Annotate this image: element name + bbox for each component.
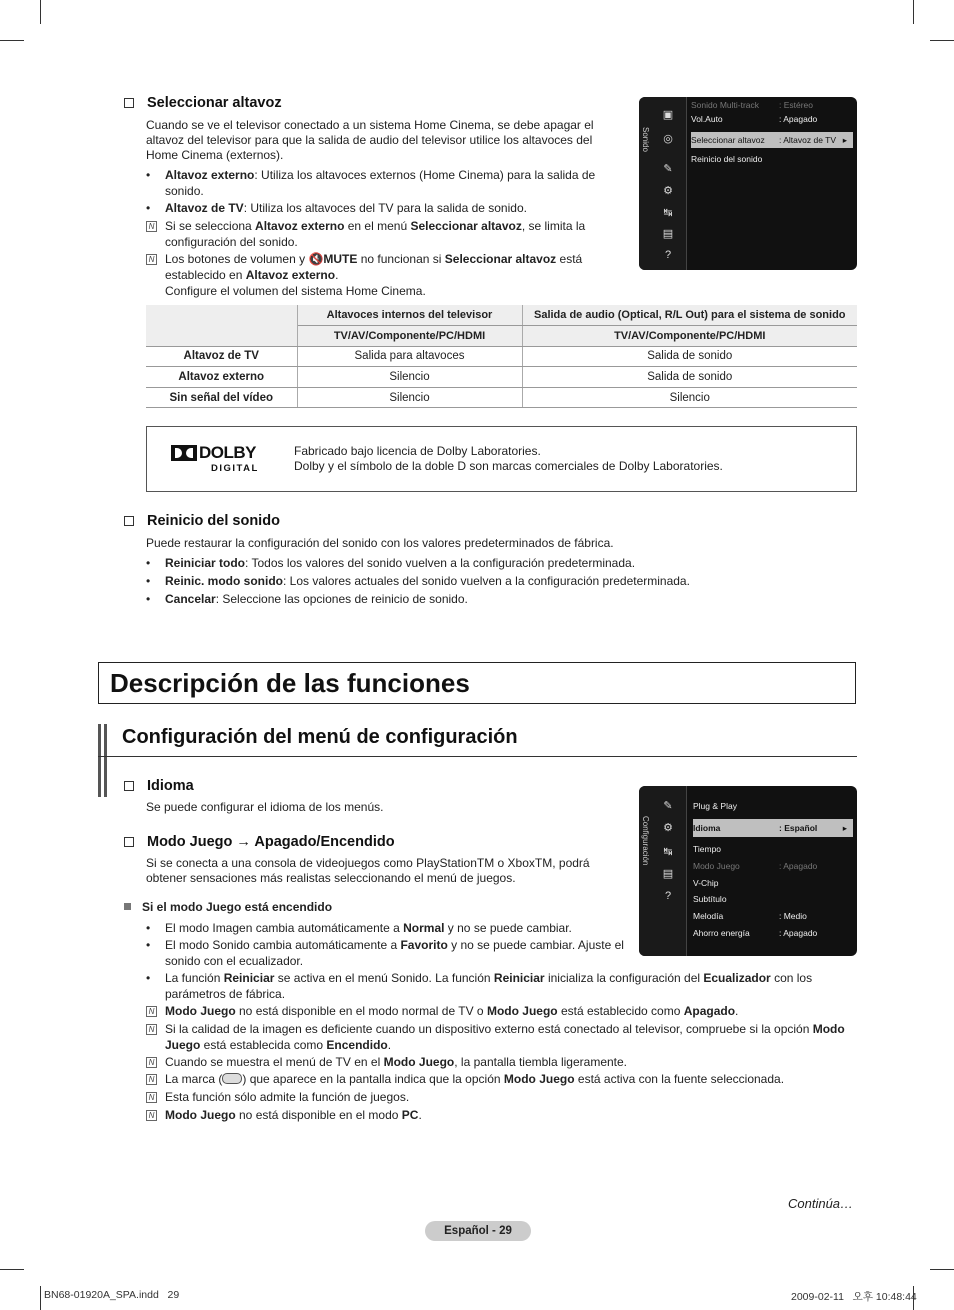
sound-icon: ◎ [663, 133, 673, 145]
bullet-term: Altavoz de TV [165, 201, 244, 215]
osd-row-label: Tiempo [693, 844, 722, 854]
table-row [146, 387, 857, 408]
note-bold: Altavoz externo [255, 219, 345, 233]
osd-title: Sonido [641, 127, 650, 152]
section-title: Seleccionar altavoz [147, 95, 282, 111]
note-icon: N [146, 221, 157, 232]
osd-sidebar [639, 97, 687, 270]
table-header: Salida de audio (Optical, R/L Out) para el sistema de sonido [522, 305, 857, 326]
osd-title: Configuración [641, 816, 650, 866]
note-text: Si la calidad de la imagen es deficiente cuando un dispositivo externo está conectado al televisor, compruebe si la opción [165, 1022, 813, 1036]
table-cell: Silencio [297, 367, 522, 388]
dolby-line1: Fabricado bajo licencia de Dolby Laboratories. [294, 444, 541, 458]
osd-sonido-menu [639, 97, 857, 270]
setup-icon: ⚙ [663, 185, 673, 197]
bullet-text: : Utiliza los altavoces externos (Home Cinema) para la salida de sonido. [165, 168, 596, 198]
bullet-cancelar [146, 591, 846, 607]
note-bold: MUTE [323, 252, 358, 266]
bullet-text: se activa en el menú Sonido. La función [274, 971, 494, 985]
note-bold: Modo Juego [165, 1004, 236, 1018]
osd-row-label: Plug & Play [693, 801, 737, 811]
note-bold: Modo Juego [165, 1022, 845, 1052]
osd-row-label: Melodía [693, 911, 724, 921]
checkbox-bullet-icon [124, 837, 134, 847]
note-bold: Seleccionar altavoz [444, 252, 557, 266]
footer-file: BN68-01920A_SPA.indd 29 [44, 1289, 180, 1301]
note-bold: Encendido [326, 1038, 388, 1052]
idioma-text: Se puede configurar el idioma de los menús. [146, 800, 384, 814]
note-bold: PC [401, 1108, 419, 1122]
input-icon: ↹ [663, 207, 673, 219]
table-row [146, 367, 857, 388]
bullet-reiniciar [146, 970, 858, 1002]
osd-row[interactable] [693, 875, 853, 891]
channel-icon: ✎ [663, 800, 673, 812]
note-text: . [387, 1038, 392, 1052]
bullet-modo-sonido [146, 937, 636, 969]
bullet-bold: Normal [403, 921, 445, 935]
support-icon: ? [664, 249, 672, 261]
footer-date: 2009-02-11 오후 10:48:44 [791, 1291, 917, 1303]
bullet-term: Reiniciar todo [165, 556, 246, 570]
bullet-text: : Todos los valores del sonido vuelven a la configuración predeterminada. [245, 556, 636, 570]
table-row-label: Altavoz externo [146, 367, 297, 388]
section-intro: Puede restaurar la configuración del sonido con los valores predeterminados de fábrica. [146, 536, 614, 550]
note-limit [146, 218, 608, 250]
note-text: no funcionan si [357, 252, 445, 266]
osd-configuracion-menu [639, 786, 857, 956]
bullet-text: La función [165, 971, 224, 985]
osd-row-label: Idioma [693, 823, 721, 833]
arrow-right-icon: ▸ [842, 823, 847, 833]
bullet-bold: Reiniciar [493, 971, 545, 985]
bullet-term: Cancelar [165, 592, 216, 606]
continua-label: Continúa… [788, 1196, 854, 1211]
picture-icon: ▣ [662, 109, 674, 121]
bullet-text: : Los valores actuales del sonido vuelven a la configuración predeterminada. [283, 574, 690, 588]
bullet-reiniciar-todo [146, 555, 846, 571]
table-cell: Silencio [522, 387, 857, 408]
table-header: Altavoces internos del televisor [297, 305, 522, 326]
subchapter-title: Configuración del menú de configuración [122, 726, 518, 748]
bullet-bold: Ecualizador [703, 971, 771, 985]
support-icon: ? [664, 890, 672, 902]
osd-row-value: : Estéreo [779, 100, 814, 110]
osd-row-label: Ahorro energía [693, 928, 750, 938]
note-volume [146, 251, 608, 299]
note-icon: N [146, 1110, 157, 1121]
dolby-box [146, 426, 857, 492]
subchapter-bar-1 [98, 724, 101, 797]
osd-row-label: V-Chip [693, 878, 719, 888]
note-text: ) que aparece en la pantalla indica que la opción [242, 1072, 504, 1086]
note-text: no está disponible en el modo [235, 1108, 402, 1122]
osd-row-label: Seleccionar altavoz [691, 135, 765, 145]
note-bold: Seleccionar altavoz [410, 219, 522, 233]
mute-icon: 🔇 [308, 252, 324, 266]
osd-row-label: Sonido Multi-track [691, 100, 760, 110]
setup-icon: ⚙ [663, 822, 673, 834]
bullet-term: Altavoz externo [165, 168, 255, 182]
bullet-text: El modo Sonido cambia automáticamente a [165, 938, 401, 952]
note-modo-juego-1 [146, 1003, 858, 1019]
note-text: . [335, 268, 339, 282]
bullet-bold: Reiniciar [223, 971, 275, 985]
checkbox-bullet-icon [124, 781, 134, 791]
osd-row[interactable] [693, 925, 853, 941]
osd-row-label: Subtítulo [693, 894, 727, 904]
osd-row-label: Vol.Auto [691, 114, 723, 124]
bullet-text: y no se puede cambiar. Ajuste el sonido con el ecualizador. [165, 938, 624, 968]
arrow-right-icon: ▸ [842, 135, 847, 145]
dolby-line2: Dolby y el símbolo de la doble D son marcas comerciales de Dolby Laboratories. [294, 459, 723, 473]
osd-row-value: : Altavoz de TV [779, 135, 837, 145]
note-text: La marca ( [165, 1072, 223, 1086]
subheading-text: Si el modo Juego está encendido [142, 900, 333, 914]
note-icon: N [146, 1057, 157, 1068]
note-text: . [418, 1108, 422, 1122]
note-text: . [735, 1004, 739, 1018]
note-text: Los botones de volumen y [165, 252, 309, 266]
input-icon: ↹ [663, 846, 673, 858]
osd-row-selected[interactable] [693, 819, 853, 837]
note-text: está activa con la fuente seleccionada. [574, 1072, 785, 1086]
channel-icon: ✎ [663, 163, 673, 175]
modo-juego-intro: Si se conecta a una consola de videojuegos como PlayStationTM o XboxTM, podrá obtener sensaciones más realistas seleccionando el menú de juegos. [146, 856, 590, 885]
section-heading-reinicio [124, 513, 280, 529]
note-text: , se limita la configuración del sonido. [165, 219, 586, 249]
section-heading-idioma [124, 778, 194, 794]
subchapter-bar-2 [104, 724, 107, 797]
note-modo-juego-6 [146, 1107, 858, 1123]
section-heading-modo-juego [124, 834, 395, 850]
note-text: en el menú [344, 219, 411, 233]
bullet-altavoz-externo [146, 167, 608, 199]
note-modo-juego-4 [146, 1071, 858, 1087]
osd-row-value: : Apagado [779, 114, 818, 124]
bullet-reinic-modo [146, 573, 846, 589]
gamepad-icon [222, 1073, 242, 1084]
osd-row-label: Reinicio del sonido [691, 154, 763, 164]
osd-row[interactable] [693, 908, 853, 924]
note-modo-juego-3 [146, 1054, 858, 1070]
table-cell: Salida de sonido [522, 367, 857, 388]
osd-row[interactable] [693, 891, 853, 907]
note-icon: N [146, 1024, 157, 1035]
bullet-text: inicializa la configuración del [544, 971, 704, 985]
section-intro: Cuando se ve el televisor conectado a un sistema Home Cinema, se debe apagar el altavoz del televisor para que la salida de audio del televisor utilice los altavoces del Home Cinema (externos). [146, 118, 594, 162]
bullet-term: Reinic. modo sonido [165, 574, 284, 588]
table-cell: Silencio [297, 387, 522, 408]
note-bold: Modo Juego [503, 1072, 575, 1086]
note-bold: Modo Juego [486, 1004, 558, 1018]
osd-row[interactable] [691, 151, 853, 167]
checkbox-bullet-icon [124, 516, 134, 526]
application-icon: ▤ [662, 228, 674, 240]
square-bullet-icon [124, 903, 131, 910]
bullet-altavoz-de-tv [146, 200, 608, 216]
section-title: Modo Juego → Apagado/Encendido [147, 834, 395, 850]
note-text: Configure el volumen del sistema Home Cinema. [165, 284, 426, 298]
dolby-logo [171, 443, 267, 475]
note-modo-juego-2 [146, 1021, 858, 1053]
section-title: Reinicio del sonido [147, 513, 280, 529]
table-row-label: Sin señal del vídeo [146, 387, 297, 408]
double-d-icon [171, 445, 197, 461]
table-cell: Salida de sonido [522, 346, 857, 367]
dolby-logo-text: DOLBY [199, 443, 256, 462]
chapter-title: Descripción de las funciones [110, 668, 470, 698]
note-modo-juego-5 [146, 1089, 858, 1105]
table-row [146, 346, 857, 367]
table-subheader: TV/AV/Componente/PC/HDMI [522, 326, 857, 347]
note-bold: Modo Juego [165, 1108, 236, 1122]
note-bold: Apagado [683, 1004, 736, 1018]
section-title: Idioma [147, 778, 194, 794]
osd-row[interactable] [693, 841, 853, 857]
osd-row-selected[interactable] [691, 132, 853, 148]
note-text: , la pantalla tiembla ligeramente. [454, 1055, 628, 1069]
note-text: está establecida como [200, 1038, 327, 1052]
osd-row[interactable] [693, 798, 853, 814]
osd-row-label: Modo Juego [693, 861, 740, 871]
note-bold: Altavoz externo [245, 268, 336, 282]
section-heading-seleccionar-altavoz [124, 95, 282, 111]
note-text: Si se selecciona [165, 219, 256, 233]
table-row-label: Altavoz de TV [146, 346, 297, 367]
note-text: Esta función sólo admite la función de juegos. [165, 1090, 410, 1104]
bullet-text: El modo Imagen cambia automáticamente a [165, 921, 404, 935]
note-bold: Modo Juego [383, 1055, 455, 1069]
osd-row[interactable] [691, 111, 853, 127]
bullet-modo-imagen [146, 920, 636, 936]
dolby-digital-text: DIGITAL [211, 463, 259, 474]
bullet-bold: Favorito [400, 938, 448, 952]
osd-row-value: : Español [779, 823, 818, 833]
note-icon: N [146, 1074, 157, 1085]
table-cell: Salida para altavoces [297, 346, 522, 367]
osd-row-value: : Apagado [779, 928, 818, 938]
note-text: no está disponible en el modo normal de TV o [235, 1004, 487, 1018]
note-text: está establecido en [165, 252, 583, 282]
note-icon: N [146, 1006, 157, 1017]
subheading-modo-juego-encendido [124, 900, 332, 914]
osd-row-value: : Apagado [779, 861, 818, 871]
chapter-title-box [98, 662, 856, 704]
note-icon: N [146, 254, 157, 265]
osd-row[interactable] [693, 858, 853, 874]
note-text: Cuando se muestra el menú de TV en el [165, 1055, 384, 1069]
bullet-text: con los parámetros de fábrica. [165, 971, 813, 1001]
subchapter-rule [98, 756, 857, 757]
table-corner [146, 305, 297, 346]
note-icon: N [146, 1092, 157, 1103]
page-number-badge: Español - 29 [425, 1221, 531, 1241]
osd-row-value: : Medio [779, 911, 807, 921]
note-text: está establecido como [557, 1004, 684, 1018]
table-subheader: TV/AV/Componente/PC/HDMI [297, 326, 522, 347]
application-icon: ▤ [662, 868, 674, 880]
bullet-text: : Seleccione las opciones de reinicio de sonido. [215, 592, 468, 606]
bullet-text: : Utiliza los altavoces del TV para la salida de sonido. [243, 201, 527, 215]
bullet-text: y no se puede cambiar. [444, 921, 572, 935]
checkbox-bullet-icon [124, 98, 134, 108]
speaker-table [146, 305, 857, 408]
